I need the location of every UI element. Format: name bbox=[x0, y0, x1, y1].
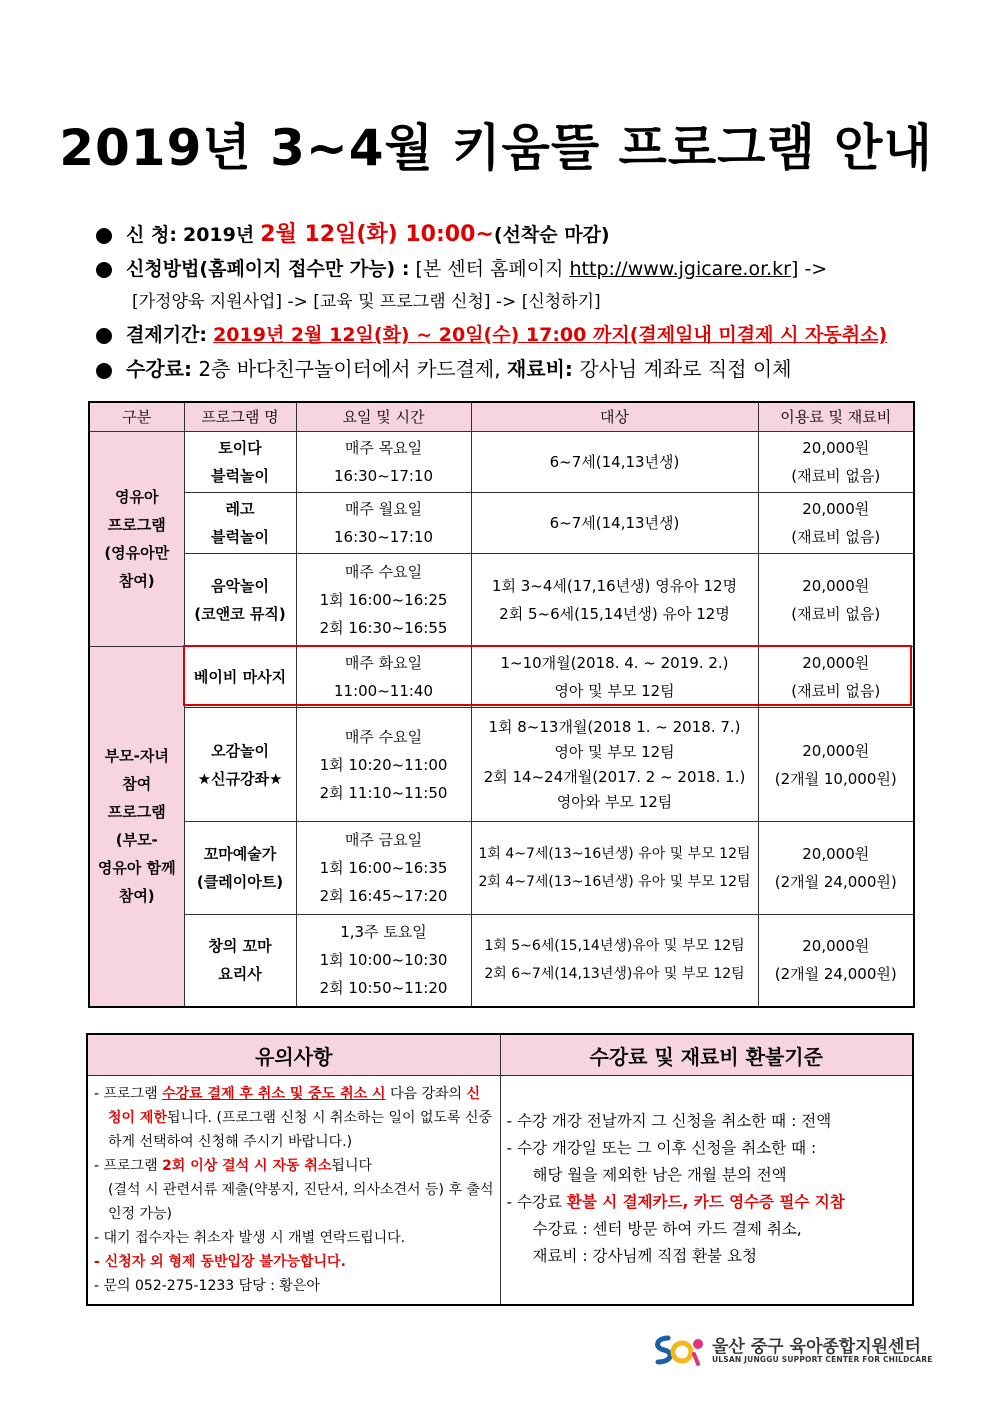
info-section bbox=[92, 218, 952, 386]
method-line bbox=[92, 252, 952, 286]
program-name: 베이비 마사지 bbox=[184, 647, 296, 708]
target-cell: 1회 5~6세(15,14년생)유아 및 부모 12팀 2회 6~7세(14,13년생)유아 및 부모 12팀 bbox=[471, 915, 758, 1007]
center-logo bbox=[650, 1330, 933, 1370]
apply-pre: 2019년 bbox=[182, 224, 255, 246]
header-category: 구분 bbox=[89, 402, 184, 432]
table-row bbox=[89, 708, 914, 822]
notes-table bbox=[86, 1033, 914, 1306]
note-item: - 대기 접수자는 취소자 발생 시 개별 연락드립니다. bbox=[94, 1230, 406, 1246]
note-item: - 프로그램 수강료 결제 후 취소 및 중도 취소 시 다음 강좌의 신청이 제한됩니다. (프로그램 신청 시 취소하는 일이 없도록 신중하게 선택하여 신청해 주시기 바랍니다.) bbox=[94, 1086, 493, 1150]
target-cell: 6~7세(14,13년생) bbox=[471, 432, 758, 493]
program-name: 음악놀이 (코앤코 뮤직) bbox=[184, 554, 296, 647]
apply-note: (선착순 마감) bbox=[493, 224, 610, 246]
logo-mark-icon bbox=[650, 1332, 706, 1368]
note-item: (결석 시 관련서류 제출(약봉지, 진단서, 의사소견서 등) 후 출석 인정 가능) bbox=[108, 1182, 494, 1222]
schedule-cell: 매주 월요일 16:30~17:10 bbox=[296, 493, 471, 554]
fee-cell: 20,000원 (2개월 24,000원) bbox=[758, 822, 914, 915]
program-name: 꼬마예술가 (클레이아트) bbox=[184, 822, 296, 915]
fee-cell: 20,000원 (2개월 10,000원) bbox=[758, 708, 914, 822]
table-row bbox=[89, 554, 914, 647]
method-line-2: [가정양육 지원사업] -> [교육 및 프로그램 신청] -> [신청하기] bbox=[132, 292, 601, 312]
refund-item: - 수강료 환불 시 결제카드, 카드 영수증 필수 지참 bbox=[506, 1193, 845, 1211]
schedule-cell: 매주 수요일 1회 10:20~11:00 2회 11:10~11:50 bbox=[296, 708, 471, 822]
schedule-cell: 1,3주 토요일 1회 10:00~10:30 2회 10:50~11:20 bbox=[296, 915, 471, 1007]
table-row bbox=[89, 432, 914, 493]
notes-body bbox=[87, 1076, 500, 1306]
header-program: 프로그램 명 bbox=[184, 402, 296, 432]
target-cell: 6~7세(14,13년생) bbox=[471, 493, 758, 554]
apply-line bbox=[92, 218, 952, 252]
bullet-icon bbox=[96, 328, 112, 344]
schedule-cell: 매주 수요일 1회 16:00~16:25 2회 16:30~16:55 bbox=[296, 554, 471, 647]
payment-label: 결제기간: bbox=[126, 324, 208, 346]
refund-item: 재료비 : 강사님께 직접 환불 요청 bbox=[532, 1247, 758, 1265]
fee-label: 수강료: bbox=[126, 357, 192, 381]
table-row bbox=[89, 822, 914, 915]
refund-body bbox=[500, 1076, 913, 1306]
target-cell: 1회 4~7세(13~16년생) 유아 및 부모 12팀 2회 4~7세(13~16년생) 유아 및 부모 12팀 bbox=[471, 822, 758, 915]
page-title: 2019년 3~4월 키움뜰 프로그램 안내 bbox=[59, 119, 933, 177]
table-row bbox=[89, 493, 914, 554]
table-row bbox=[89, 915, 914, 1007]
refund-item: 해당 월을 제외한 남은 개월 분의 전액 bbox=[532, 1166, 787, 1184]
fee-cell: 20,000원 (재료비 없음) bbox=[758, 647, 914, 708]
target-cell: 1회 3~4세(17,16년생) 영유아 12명 2회 5~6세(15,14년생) 유아 12명 bbox=[471, 554, 758, 647]
header-fee: 이용료 및 재료비 bbox=[758, 402, 914, 432]
schedule-cell: 매주 금요일 1회 16:00~16:35 2회 16:45~17:20 bbox=[296, 822, 471, 915]
method-text-end: ] -> bbox=[791, 258, 828, 280]
bullet-icon bbox=[96, 228, 112, 244]
header-schedule: 요일 및 시간 bbox=[296, 402, 471, 432]
program-name: 창의 꼬마 요리사 bbox=[184, 915, 296, 1007]
category-infant: 영유아 프로그램 (영유아만 참여) bbox=[89, 432, 184, 647]
apply-date: 2월 12일(화) 10:00~ bbox=[260, 222, 494, 247]
refund-item: - 수강 개강일 또는 그 이후 신청을 취소한 때 : bbox=[506, 1139, 817, 1157]
program-table bbox=[88, 401, 915, 1008]
notes-header: 유의사항 bbox=[87, 1034, 500, 1076]
refund-header: 수강료 및 재료비 환불기준 bbox=[500, 1034, 913, 1076]
note-item: - 신청자 외 형제 동반입장 불가능합니다. bbox=[94, 1254, 346, 1270]
bullet-icon bbox=[96, 262, 112, 278]
payment-line bbox=[92, 318, 952, 352]
method-text: [본 센터 홈페이지 bbox=[415, 258, 564, 280]
program-name: 토이다 블럭놀이 bbox=[184, 432, 296, 493]
category-parent: 부모-자녀 참여 프로그램 (부모- 영유아 함께 참여) bbox=[89, 647, 184, 1007]
table-header-row bbox=[89, 402, 914, 432]
fee-cell: 20,000원 (재료비 없음) bbox=[758, 493, 914, 554]
center-name-en: ULSAN JUNGGU SUPPORT CENTER FOR CHILDCARE bbox=[712, 1355, 933, 1364]
payment-period: 2019년 2월 12일(화) ~ 20일(수) 17:00 까지(결제일내 미결제 시 자동취소) bbox=[213, 324, 888, 346]
refund-item: - 수강 개강 전날까지 그 신청을 취소한 때 : 전액 bbox=[506, 1112, 832, 1130]
target-cell: 1회 8~13개월(2018 1. ~ 2018. 7.) 영아 및 부모 12팀 2회 14~24개월(2017. 2 ~ 2018. 1.) 영아와 부모 12팀 bbox=[471, 708, 758, 822]
fee-cell: 20,000원 (재료비 없음) bbox=[758, 432, 914, 493]
material-label: 재료비: bbox=[506, 357, 573, 381]
schedule-cell: 매주 화요일 11:00~11:40 bbox=[296, 647, 471, 708]
header-target: 대상 bbox=[471, 402, 758, 432]
program-name: 오감놀이 ★신규강좌★ bbox=[184, 708, 296, 822]
schedule-cell: 매주 목요일 16:30~17:10 bbox=[296, 432, 471, 493]
center-name: 울산 중구 육아종합지원센터 bbox=[712, 1337, 921, 1357]
contact-info: - 문의 052-275-1233 담당 : 황은아 bbox=[94, 1278, 320, 1294]
program-name: 레고 블럭놀이 bbox=[184, 493, 296, 554]
fee-text: 2층 바다친구놀이터에서 카드결제, bbox=[198, 357, 501, 381]
fee-cell: 20,000원 (재료비 없음) bbox=[758, 554, 914, 647]
method-label: 신청방법(홈페이지 접수만 가능) : bbox=[126, 258, 410, 280]
table-row bbox=[89, 647, 914, 708]
refund-item: 수강료 : 센터 방문 하여 카드 결제 취소, bbox=[532, 1220, 802, 1238]
homepage-link[interactable]: http://www.jgicare.or.kr bbox=[569, 258, 791, 280]
fee-cell: 20,000원 (2개월 24,000원) bbox=[758, 915, 914, 1007]
material-text: 강사님 계좌로 직접 이체 bbox=[579, 357, 792, 381]
apply-label: 신 청: bbox=[126, 224, 177, 246]
bullet-icon bbox=[96, 363, 112, 379]
fee-line bbox=[92, 352, 952, 386]
target-cell: 1~10개월(2018. 4. ~ 2019. 2.) 영아 및 부모 12팀 bbox=[471, 647, 758, 708]
note-item: - 프로그램 2회 이상 결석 시 자동 취소됩니다 bbox=[94, 1158, 372, 1174]
